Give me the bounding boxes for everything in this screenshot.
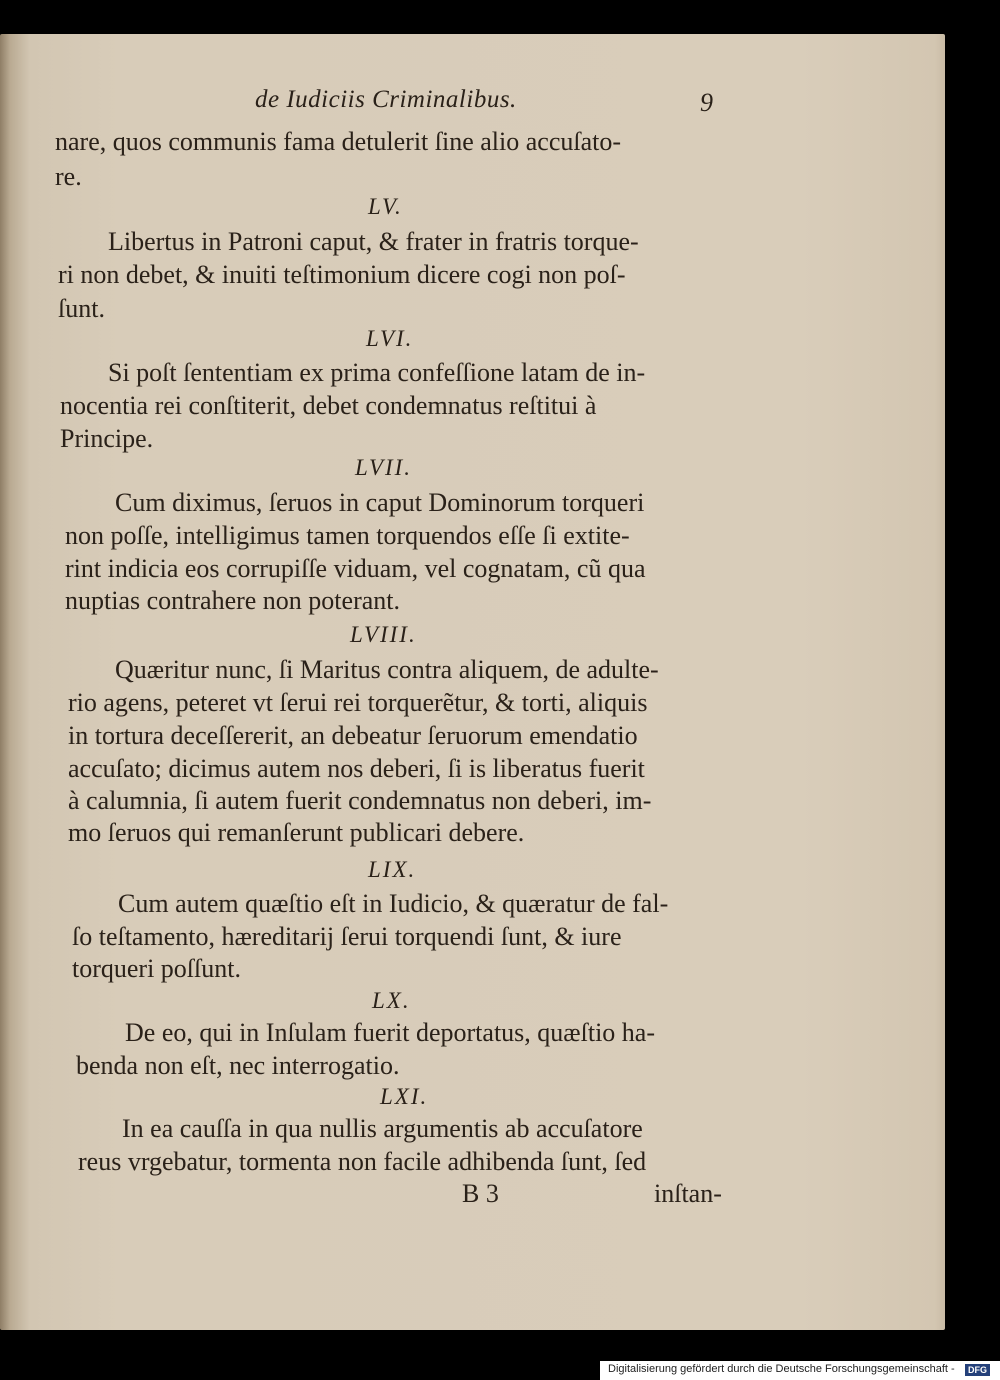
section-heading: LVI. <box>366 326 414 351</box>
text-line: re. <box>55 162 82 191</box>
signature-mark: B 3 <box>462 1179 499 1208</box>
text-line: Libertus in Patroni caput, & frater in fratris torque- <box>108 227 639 256</box>
text-line: Quæritur nunc, ſi Maritus contra aliquem, de adulte- <box>115 655 659 684</box>
text-line: Cum diximus, ſeruos in caput Dominorum torqueri <box>115 488 645 517</box>
text-line: ſo teſtamento, hæreditarij ſerui torquendi ſunt, & iure <box>72 922 622 951</box>
text-line: De eo, qui in Inſulam fuerit deportatus, quæſtio ha- <box>125 1018 655 1047</box>
text-line: Principe. <box>60 424 154 453</box>
text-line: In ea cauſſa in qua nullis argumentis ab accuſatore <box>122 1114 643 1143</box>
section-heading: LVIII. <box>350 622 417 647</box>
running-title: de Iudiciis Criminalibus. <box>255 86 517 113</box>
section-heading: LX. <box>372 988 411 1013</box>
text-line: nare, quos communis fama detulerit ſine alio accuſato- <box>55 127 622 156</box>
book-page <box>0 34 945 1330</box>
catchword: inſtan- <box>654 1179 722 1208</box>
text-line: Si poſt ſententiam ex prima confeſſione latam de in- <box>108 358 646 387</box>
text-line: rint indicia eos corrupiſſe viduam, vel cognatam, cũ qua <box>65 554 646 583</box>
section-heading: LIX. <box>368 857 417 882</box>
text-line: ſunt. <box>58 294 105 323</box>
section-heading: LV. <box>368 194 403 219</box>
text-line: rio agens, peteret vt ſerui rei torquerẽtur, & torti, aliquis <box>68 688 648 717</box>
text-line: nocentia rei conſtiterit, debet condemnatus reſtitui à <box>60 391 597 420</box>
text-line: nuptias contrahere non poterant. <box>65 586 400 615</box>
text-line: mo ſeruos qui remanſerunt publicari debere. <box>68 818 525 847</box>
text-line: à calumnia, ſi autem fuerit condemnatus non deberi, im- <box>68 786 652 815</box>
text-line: reus vrgebatur, tormenta non facile adhibenda ſunt, ſed <box>78 1147 647 1176</box>
section-heading: LXI. <box>380 1084 429 1109</box>
section-heading: LVII. <box>355 455 413 480</box>
dfg-logo: DFG <box>965 1364 990 1376</box>
digitization-credit-text: Digitalisierung gefördert durch die Deutsche Forschungsgemeinschaft - <box>608 1363 955 1375</box>
text-line: torqueri poſſunt. <box>72 954 241 983</box>
text-line: benda non eſt, nec interrogatio. <box>76 1051 400 1080</box>
text-line: accuſato; dicimus autem nos deberi, ſi is liberatus fuerit <box>68 754 645 783</box>
text-line: Cum autem quæſtio eſt in Iudicio, & quæratur de fal- <box>118 889 669 918</box>
page-text <box>0 34 945 1330</box>
page-number: 9 <box>700 88 713 117</box>
text-line: ri non debet, & inuiti teſtimonium dicere cogi non poſ- <box>58 260 626 289</box>
digitization-credit-bar <box>600 1361 1000 1380</box>
text-line: non poſſe, intelligimus tamen torquendos eſſe ſi extite- <box>65 521 630 550</box>
text-line: in tortura deceſſererit, an debeatur ſeruorum emendatio <box>68 721 638 750</box>
